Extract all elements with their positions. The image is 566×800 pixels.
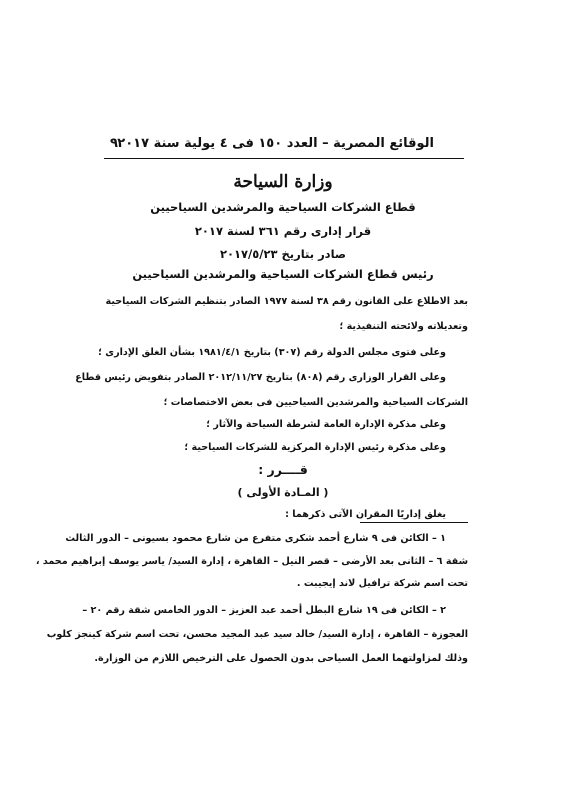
signer-title: رئيس قطاع الشركات السياحية والمرشدين السياحيين [132,267,434,281]
preamble-line: الشركات السياحية والمرشدين السياحيين فى بعض الاختصاصات ؛ [163,397,468,408]
preamble-line: وعلى فتوى مجلس الدولة رقم (٣٠٧) بتاريخ ١٩٨١/٤/١ بشأن الغلق الإدارى ؛ [98,347,446,358]
closure-underline [360,522,468,523]
item-line: وذلك لمزاولتهما العمل السياحى بدون الحصول على الترخيص اللازم من الوزارة. [94,653,468,664]
preamble-line: بعد الاطلاع على القانون رقم ٣٨ لسنة ١٩٧٧ الصادر بتنظيم الشركات السياحية [105,296,468,307]
ministry-title: وزارة السياحة [233,172,333,192]
preamble-line: وعلى مذكرة الإدارة العامة لشرطة السياحة والآثار ؛ [206,419,446,430]
article-title: ( المـادة الأولى ) [237,486,329,499]
header-divider [104,158,464,159]
item-line: ١ – الكائن فى ٩ شارع أحمد شكرى متفرع من شارع محمود بسيونى – الدور الثالث [65,533,446,544]
item-line: شقة ٦ – الثانى بعد الأرضى – قصر النيل – القاهرة ، إدارة السيد/ ياسر يوسف إبراهيم محمد ، [35,556,468,567]
decides-heading: قــــرر : [258,462,308,477]
preamble-line: وتعديلاته ولائحته التنفيذية ؛ [339,321,468,332]
item-line: ٢ – الكائن فى ١٩ شارع البطل أحمد عبد العزيز – الدور الخامس شقة رقم ٢٠ – [82,605,446,616]
closure-intro: يغلق إداريًا المقران الآتى ذكرهما : [285,509,446,520]
item-line: العجوزة – القاهرة ، إدارة السيد/ خالد سيد عبد المجيد محسن، تحت اسم شركة كينجز كلوب [46,629,468,640]
preamble-line: وعلى مذكرة رئيس الإدارة المركزية للشركات السياحية ؛ [184,442,446,453]
gazette-header-title: الوقائع المصرية – العدد ١٥٠ فى ٤ يولية سنة ٢٠١٧ [117,136,434,151]
issue-date: صادر بتاريخ ٢٠١٧/٥/٢٣ [219,247,347,261]
decree-number: قرار إدارى رقم ٣٦١ لسنة ٢٠١٧ [194,224,372,238]
item-line: تحت اسم شركة ترافيل لاند إيجيبت . [296,578,468,589]
page-header [104,136,464,154]
preamble-line: وعلى القرار الوزارى رقم (٨٠٨) بتاريخ ٢٠١٢/١١/٢٧ الصادر بتفويض رئيس قطاع [75,372,446,383]
sector-title: قطاع الشركات السياحية والمرشدين السياحيين [150,200,416,214]
page-number: ٩ [110,136,118,151]
